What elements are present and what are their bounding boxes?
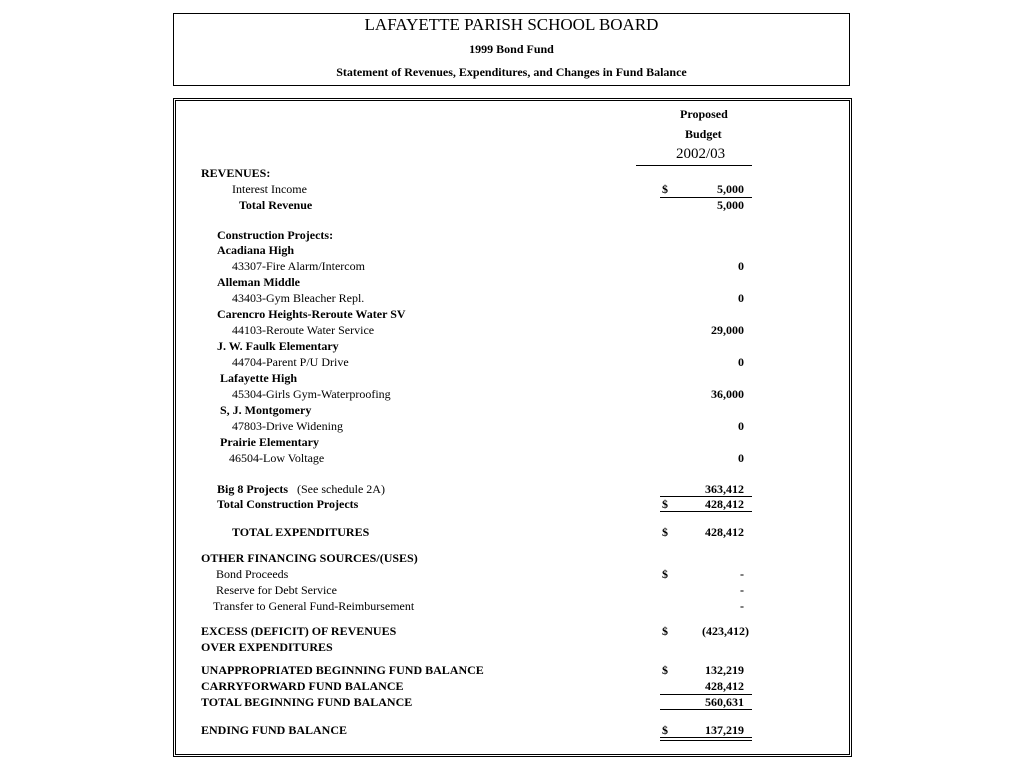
fund-name: 1999 Bond Fund	[469, 42, 554, 56]
project-school: Carencro Heights-Reroute Water SV	[217, 307, 406, 321]
double-underline-rule	[660, 740, 752, 741]
construction-heading: Construction Projects:	[217, 228, 334, 242]
total-expenditures-value: 428,412	[705, 525, 744, 539]
carryforward-balance-label: CARRYFORWARD FUND BALANCE	[201, 679, 404, 693]
column-heading-line2: Budget	[685, 127, 722, 141]
project-school: Acadiana High	[217, 243, 295, 257]
column-heading-year: 2002/03	[676, 146, 726, 162]
project-item: 44704-Parent P/U Drive	[232, 355, 349, 369]
financing-item-dollar: $	[662, 567, 668, 581]
project-value: 0	[738, 451, 744, 465]
total-expenditures-dollar: $	[662, 525, 668, 539]
financing-item-label: Transfer to General Fund-Reimbursement	[213, 599, 415, 613]
total-revenue-value: 5,000	[717, 198, 744, 212]
unappropriated-balance-label: UNAPPROPRIATED BEGINNING FUND BALANCE	[201, 663, 484, 677]
total-construction-value: 428,412	[705, 497, 744, 511]
total-expenditures-label: TOTAL EXPENDITURES	[232, 525, 370, 539]
excess-value: (423,412)	[702, 624, 749, 638]
financing-item-value: -	[740, 583, 744, 597]
project-value: 36,000	[711, 387, 744, 401]
interest-income-dollar: $	[662, 182, 668, 196]
big8-projects-note: (See schedule 2A)	[297, 482, 385, 496]
excess-label-line2: OVER EXPENDITURES	[201, 640, 333, 654]
carryforward-balance-value: 428,412	[705, 679, 744, 693]
project-item: 46504-Low Voltage	[229, 451, 325, 465]
unappropriated-balance-dollar: $	[662, 663, 668, 677]
big8-projects-label: Big 8 Projects	[217, 482, 289, 496]
interest-income-value: 5,000	[717, 182, 744, 196]
unappropriated-balance-value: 132,219	[705, 663, 744, 677]
project-value: 29,000	[711, 323, 744, 337]
total-construction-label: Total Construction Projects	[217, 497, 359, 511]
ending-balance-dollar: $	[662, 723, 668, 737]
double-underline-rule	[660, 737, 752, 738]
subtotal-rule	[660, 511, 752, 512]
project-school: J. W. Faulk Elementary	[217, 339, 339, 353]
project-value: 0	[738, 419, 744, 433]
financing-item-label: Reserve for Debt Service	[216, 583, 337, 597]
financing-item-value: -	[740, 567, 744, 581]
revenues-heading: REVENUES:	[201, 166, 271, 180]
excess-dollar: $	[662, 624, 668, 638]
statement-title: Statement of Revenues, Expenditures, and Changes in Fund Balance	[336, 65, 687, 79]
project-item: 43403-Gym Bleacher Repl.	[232, 291, 365, 305]
financing-item-value: -	[740, 599, 744, 613]
project-value: 0	[738, 259, 744, 273]
project-value: 0	[738, 355, 744, 369]
big8-projects-value: 363,412	[705, 482, 744, 496]
excess-label-line1: EXCESS (DEFICIT) OF REVENUES	[201, 624, 397, 638]
project-school: Alleman Middle	[217, 275, 300, 289]
financing-item-label: Bond Proceeds	[216, 567, 289, 581]
project-item: 47803-Drive Widening	[232, 419, 343, 433]
project-school: Prairie Elementary	[220, 435, 319, 449]
project-item: 43307-Fire Alarm/Intercom	[232, 259, 365, 273]
project-school: Lafayette High	[220, 371, 297, 385]
interest-income-label: Interest Income	[232, 182, 307, 196]
project-item: 45304-Girls Gym-Waterproofing	[232, 387, 391, 401]
report-title: LAFAYETTE PARISH SCHOOL BOARD	[364, 15, 659, 34]
total-beginning-balance-label: TOTAL BEGINNING FUND BALANCE	[201, 695, 413, 709]
report-header	[173, 13, 850, 86]
project-value: 0	[738, 291, 744, 305]
total-beginning-balance-value: 560,631	[705, 695, 744, 709]
ending-balance-label: ENDING FUND BALANCE	[201, 723, 348, 737]
total-revenue-label: Total Revenue	[239, 198, 313, 212]
financing-heading: OTHER FINANCING SOURCES/(USES)	[201, 551, 418, 565]
ending-balance-value: 137,219	[705, 723, 744, 737]
project-item: 44103-Reroute Water Service	[232, 323, 375, 337]
column-heading-line1: Proposed	[680, 107, 728, 121]
project-school: S, J. Montgomery	[220, 403, 312, 417]
total-construction-dollar: $	[662, 497, 668, 511]
column-heading-rule	[636, 165, 752, 166]
subtotal-rule	[660, 709, 752, 710]
